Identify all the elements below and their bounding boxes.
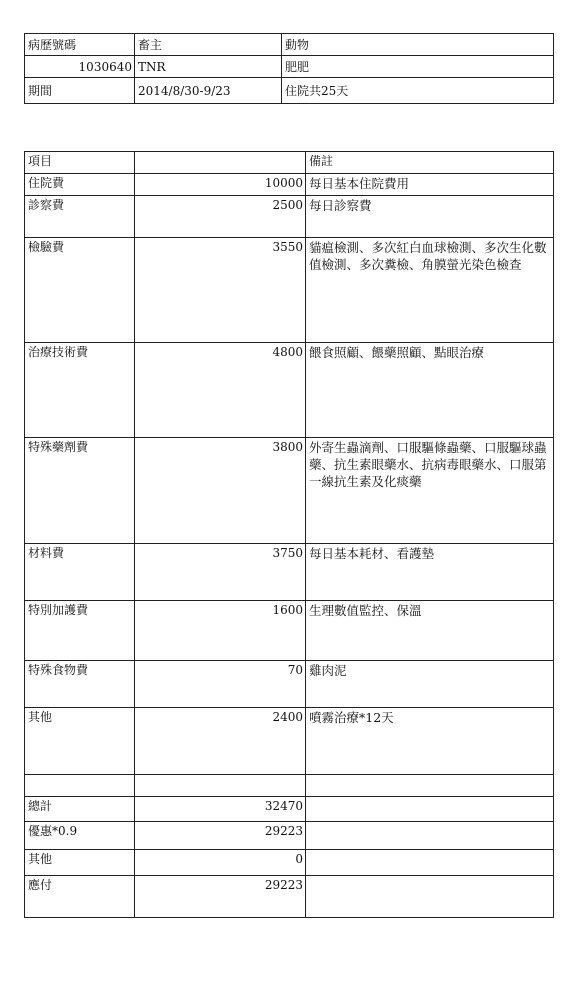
fee-amount: 70	[135, 661, 306, 708]
info-value-row	[25, 56, 554, 78]
summary-label: 總計	[25, 797, 135, 822]
fee-amount: 3750	[135, 544, 306, 601]
fee-note: 每日基本住院費用	[306, 174, 554, 196]
fee-table-body	[25, 152, 554, 918]
fee-row	[25, 174, 554, 196]
fee-item: 特別加護費	[25, 601, 135, 661]
summary-row-total	[25, 797, 554, 822]
fee-note: 外寄生蟲滴劑、口服驅條蟲藥、口服驅球蟲藥、抗生素眼藥水、抗病毒眼藥水、口服第一線抗生素及化痰藥	[306, 438, 554, 544]
info-period-row	[25, 78, 554, 104]
fee-item: 檢驗費	[25, 238, 135, 343]
fee-amount: 2500	[135, 196, 306, 238]
fee-note: 噴霧治療*12天	[306, 708, 554, 775]
fee-row	[25, 661, 554, 708]
header-amount	[135, 152, 306, 174]
fee-item: 材料費	[25, 544, 135, 601]
fee-row	[25, 343, 554, 438]
summary-row-other	[25, 850, 554, 876]
summary-label: 其他	[25, 850, 135, 876]
info-header-row	[25, 34, 554, 56]
fee-amount: 3550	[135, 238, 306, 343]
summary-note	[306, 876, 554, 918]
fee-amount: 1600	[135, 601, 306, 661]
animal-label: 動物	[282, 34, 554, 56]
summary-note	[306, 822, 554, 850]
fee-amount: 4800	[135, 343, 306, 438]
fee-amount: 3800	[135, 438, 306, 544]
summary-amount: 29223	[135, 822, 306, 850]
owner-label: 畜主	[135, 34, 282, 56]
fee-note: 每日診察費	[306, 196, 554, 238]
fee-note: 每日基本耗材、看護墊	[306, 544, 554, 601]
fee-row	[25, 438, 554, 544]
fee-table	[24, 151, 554, 918]
summary-row-discount	[25, 822, 554, 850]
fee-amount	[135, 775, 306, 797]
fee-row	[25, 708, 554, 775]
animal-value: 肥肥	[282, 56, 554, 78]
fee-item: 特殊藥劑費	[25, 438, 135, 544]
owner-value: TNR	[135, 56, 282, 78]
fee-item: 其他	[25, 708, 135, 775]
fee-item: 住院費	[25, 174, 135, 196]
fee-row	[25, 601, 554, 661]
header-note: 備註	[306, 152, 554, 174]
fee-note: 餵食照顧、餵藥照顧、點眼治療	[306, 343, 554, 438]
fee-row	[25, 544, 554, 601]
fee-item: 治療技術費	[25, 343, 135, 438]
fee-row	[25, 196, 554, 238]
fee-row	[25, 238, 554, 343]
fee-amount: 10000	[135, 174, 306, 196]
fee-amount: 2400	[135, 708, 306, 775]
fee-note: 生理數值監控、保溫	[306, 601, 554, 661]
period-label: 期間	[25, 78, 135, 104]
record-no-value: 1030640	[25, 56, 135, 78]
period-value: 2014/8/30-9/23	[135, 78, 282, 104]
header-item: 項目	[25, 152, 135, 174]
fee-row-empty	[25, 775, 554, 797]
record-no-label: 病歷號碼	[25, 34, 135, 56]
summary-label: 優惠*0.9	[25, 822, 135, 850]
fee-header-row	[25, 152, 554, 174]
patient-info-table	[24, 33, 554, 104]
fee-item	[25, 775, 135, 797]
fee-item: 診察費	[25, 196, 135, 238]
stay-duration: 住院共25天	[282, 78, 554, 104]
summary-amount: 0	[135, 850, 306, 876]
summary-note	[306, 797, 554, 822]
fee-item: 特殊食物費	[25, 661, 135, 708]
summary-label: 應付	[25, 876, 135, 918]
fee-note: 雞肉泥	[306, 661, 554, 708]
summary-amount: 32470	[135, 797, 306, 822]
summary-note	[306, 850, 554, 876]
fee-note	[306, 775, 554, 797]
summary-row-payable	[25, 876, 554, 918]
fee-note: 貓瘟檢測、多次紅白血球檢測、多次生化數值檢測、多次糞檢、角膜螢光染色檢查	[306, 238, 554, 343]
summary-amount: 29223	[135, 876, 306, 918]
